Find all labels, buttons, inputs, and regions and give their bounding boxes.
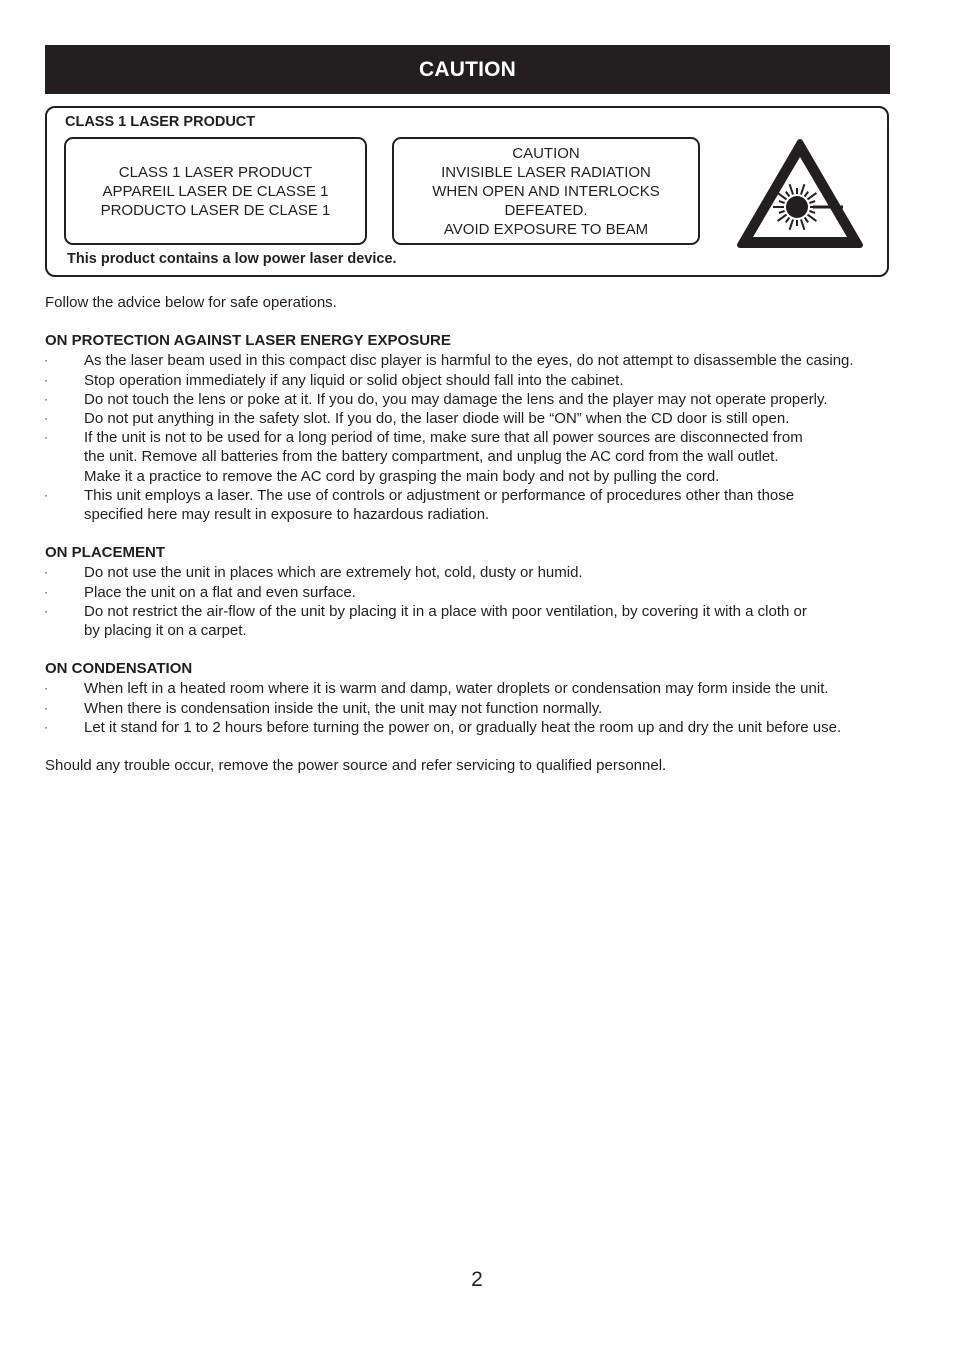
list-item (45, 409, 925, 428)
bullet-list (45, 563, 925, 640)
bullet-dot: · (44, 719, 48, 734)
label-line: CLASS 1 LASER PRODUCT (118, 163, 313, 181)
label-line: APPAREIL LASER DE CLASSE 1 (102, 182, 329, 200)
list-item-text: When there is condensation inside the unit, the unit may not function normally. (84, 699, 603, 717)
list-item (45, 602, 925, 640)
class-1-laser-label (64, 137, 367, 245)
laser-product-panel (45, 106, 889, 277)
bullet-list (45, 351, 925, 524)
label-line: AVOID EXPOSURE TO BEAM (443, 220, 649, 238)
label-line: INVISIBLE LASER RADIATION (441, 163, 651, 181)
list-item (45, 699, 925, 718)
laser-hazard-icon (735, 136, 865, 251)
list-item-line: the unit. Remove all batteries from the battery compartment, and unplug the AC cord from the wall outlet. (84, 448, 779, 466)
bullet-dot: · (44, 430, 48, 445)
bullet-dot: · (44, 700, 48, 715)
closing-text: Should any trouble occur, remove the power source and refer servicing to qualified personnel. (45, 757, 667, 775)
list-item (45, 428, 925, 486)
section-condensation (45, 659, 925, 737)
list-item-line: If the unit is not to be used for a long period of time, make sure that all power sources are disconnected from (84, 429, 803, 447)
label-line: DEFEATED. (504, 201, 588, 219)
list-item-text: When left in a heated room where it is warm and damp, water droplets or condensation may form inside the unit. (84, 680, 829, 698)
laser-panel-footer: This product contains a low power laser device. (67, 251, 397, 267)
list-item-line: specified here may result in exposure to hazardous radiation. (84, 506, 490, 524)
bullet-dot: · (44, 681, 48, 696)
safety-content (45, 293, 925, 775)
list-item-text: Do not put anything in the safety slot. If you do, the laser diode will be “ON” when the CD door is still open. (84, 410, 790, 428)
section-placement (45, 543, 925, 640)
intro-text: Follow the advice below for safe operations. (45, 294, 337, 311)
list-item (45, 679, 925, 698)
section-title: ON CONDENSATION (45, 660, 193, 678)
list-item (45, 351, 925, 370)
list-item (45, 583, 925, 602)
bullet-dot: · (44, 487, 48, 502)
bullet-dot: · (44, 584, 48, 599)
list-item-text: Do not use the unit in places which are extremely hot, cold, dusty or humid. (84, 564, 583, 582)
list-item-line: Make it a practice to remove the AC cord by grasping the main body and not by pulling the cord. (84, 467, 720, 485)
bullet-dot: · (44, 411, 48, 426)
bullet-dot: · (44, 353, 48, 368)
list-item (45, 371, 925, 390)
page-title: CAUTION (418, 57, 517, 81)
list-item-text: Stop operation immediately if any liquid or solid object should fall into the cabinet. (84, 371, 624, 389)
label-line: CAUTION (512, 144, 580, 162)
bullet-dot: · (44, 372, 48, 387)
section-laser-exposure (45, 331, 925, 524)
list-item-text: As the laser beam used in this compact disc player is harmful to the eyes, do not attempt to disassemble the casing. (84, 352, 854, 370)
list-item-text: Place the unit on a flat and even surface. (84, 583, 356, 601)
bullet-dot: · (44, 391, 48, 406)
list-item (45, 563, 925, 582)
invisible-radiation-caution-label (392, 137, 700, 245)
label-line: PRODUCTO LASER DE CLASE 1 (100, 201, 331, 219)
list-item-line: This unit employs a laser. The use of controls or adjustment or performance of procedures other than those (84, 486, 795, 504)
list-item-line: Do not restrict the air-flow of the unit by placing it in a place with poor ventilation, by covering it with a cloth or (84, 602, 807, 620)
bullet-dot: · (44, 603, 48, 618)
list-item-line: by placing it on a carpet. (84, 622, 247, 640)
bullet-list (45, 679, 925, 737)
list-item (45, 486, 925, 524)
section-title: ON PLACEMENT (45, 544, 165, 562)
bullet-dot: · (44, 565, 48, 580)
caution-header-bar (45, 45, 890, 94)
section-title: ON PROTECTION AGAINST LASER ENERGY EXPOSURE (45, 332, 451, 350)
list-item (45, 718, 925, 737)
laser-panel-title: CLASS 1 LASER PRODUCT (65, 114, 256, 130)
list-item-text: Do not touch the lens or poke at it. If you do, you may damage the lens and the player may not operate properly. (84, 390, 828, 408)
list-item (45, 390, 925, 409)
page-number: 2 (471, 1268, 483, 1291)
label-line: WHEN OPEN AND INTERLOCKS (432, 182, 660, 200)
list-item-text: Let it stand for 1 to 2 hours before turning the power on, or gradually heat the room up and dry the unit before use. (84, 718, 842, 736)
